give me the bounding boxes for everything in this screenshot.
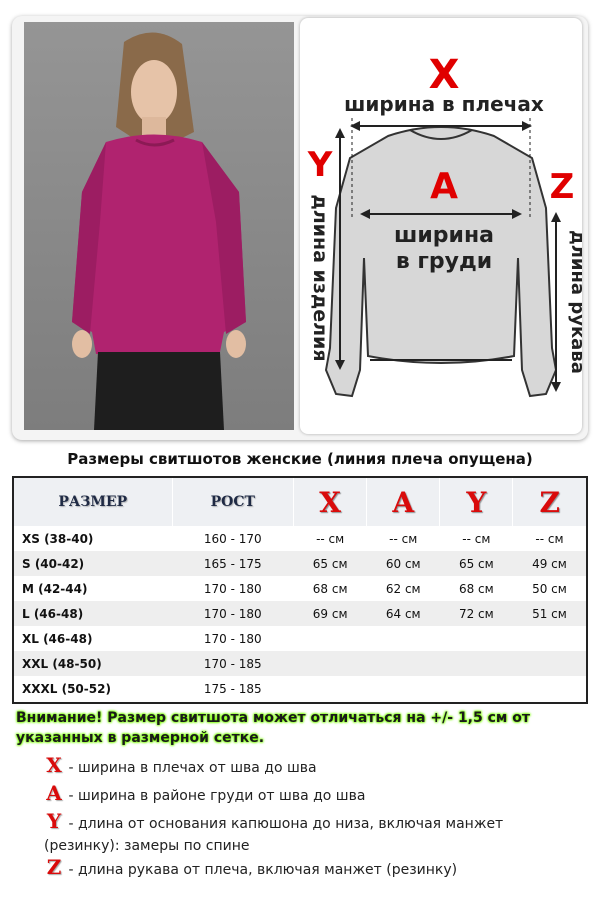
- value-cell: [513, 626, 586, 651]
- legend-item-a: [44, 782, 544, 807]
- value-cell: [440, 626, 513, 651]
- legend-letter-z: Z: [46, 855, 62, 879]
- value-cell: [294, 676, 367, 701]
- legend-letter-a: A: [46, 781, 62, 805]
- diagram-label-a-line1: ширина: [394, 223, 494, 248]
- value-cell: 170 - 180: [172, 576, 294, 601]
- table-row: [14, 626, 586, 651]
- value-cell: 72 см: [440, 601, 513, 626]
- value-cell: [367, 676, 440, 701]
- size-cell: S (40-42): [14, 551, 172, 576]
- size-chart-heading: Размеры свитшотов женские (линия плеча опущена): [67, 450, 533, 468]
- model-photo: [24, 22, 294, 430]
- measurement-diagram: [300, 18, 588, 434]
- table-row: [14, 676, 586, 701]
- value-cell: [367, 651, 440, 676]
- table-row: [14, 551, 586, 576]
- table-header-row: [14, 478, 586, 526]
- value-cell: 170 - 185: [172, 651, 294, 676]
- size-cell: XXXL (50-52): [14, 676, 172, 701]
- table-row: [14, 651, 586, 676]
- value-cell: 170 - 180: [172, 601, 294, 626]
- legend-item-x: [44, 754, 544, 779]
- value-cell: 64 см: [367, 601, 440, 626]
- value-cell: [294, 626, 367, 651]
- value-cell: 65 см: [440, 551, 513, 576]
- header-height: РОСТ: [172, 478, 294, 526]
- value-cell: 170 - 180: [172, 626, 294, 651]
- diagram-label-x: ширина в плечах: [344, 92, 544, 116]
- header-y: Y: [440, 478, 513, 526]
- value-cell: 160 - 170: [172, 526, 294, 551]
- size-cell: L (46-48): [14, 601, 172, 626]
- legend-letter-y: Y: [46, 809, 62, 833]
- legend-text-x: - ширина в плечах от шва до шва: [64, 760, 317, 776]
- value-cell: -- см: [513, 526, 586, 551]
- value-cell: [294, 651, 367, 676]
- value-cell: [440, 676, 513, 701]
- value-cell: 175 - 185: [172, 676, 294, 701]
- value-cell: 65 см: [294, 551, 367, 576]
- header-x: X: [294, 478, 367, 526]
- diagram-label-z: длина рукава: [567, 230, 588, 374]
- size-cell: XL (46-48): [14, 626, 172, 651]
- diagram-letter-y: Y: [307, 145, 333, 185]
- value-cell: 62 см: [367, 576, 440, 601]
- size-cell: M (42-44): [14, 576, 172, 601]
- value-cell: 51 см: [513, 601, 586, 626]
- header-a: A: [367, 478, 440, 526]
- diagram-letter-a: A: [430, 166, 458, 207]
- warning-note: Внимание! Размер свитшота может отличаться на +/- 1,5 см от указанных в размерной сетке.: [16, 710, 530, 746]
- value-cell: 49 см: [513, 551, 586, 576]
- value-cell: 50 см: [513, 576, 586, 601]
- legend-letter-x: X: [46, 753, 62, 777]
- value-cell: 60 см: [367, 551, 440, 576]
- value-cell: [367, 626, 440, 651]
- value-cell: 165 - 175: [172, 551, 294, 576]
- value-cell: -- см: [440, 526, 513, 551]
- table-row: [14, 526, 586, 551]
- value-cell: [513, 676, 586, 701]
- value-cell: 68 см: [440, 576, 513, 601]
- value-cell: 69 см: [294, 601, 367, 626]
- size-cell: XS (38-40): [14, 526, 172, 551]
- value-cell: -- см: [367, 526, 440, 551]
- diagram-letter-z: Z: [549, 167, 575, 207]
- table-row: [14, 601, 586, 626]
- diagram-letter-x: X: [428, 52, 460, 98]
- legend-text-z: - длина рукава от плеча, включая манжет (резинку): [64, 862, 458, 878]
- table-row: [14, 576, 586, 601]
- header-z: Z: [513, 478, 586, 526]
- legend-text-y: - длина от основания капюшона до низа, включая манжет (резинку): замеры по спине: [44, 816, 504, 854]
- diagram-label-a-line2: в груди: [395, 249, 493, 274]
- value-cell: [440, 651, 513, 676]
- header-size: РАЗМЕР: [14, 478, 172, 526]
- value-cell: 68 см: [294, 576, 367, 601]
- size-cell: XXL (48-50): [14, 651, 172, 676]
- legend-item-y: [44, 810, 544, 857]
- legend-text-a: - ширина в районе груди от шва до шва: [64, 788, 366, 804]
- legend-item-z: [44, 856, 544, 881]
- diagram-label-y: длина изделия: [309, 194, 331, 362]
- size-table: [12, 476, 588, 704]
- value-cell: [513, 651, 586, 676]
- value-cell: -- см: [294, 526, 367, 551]
